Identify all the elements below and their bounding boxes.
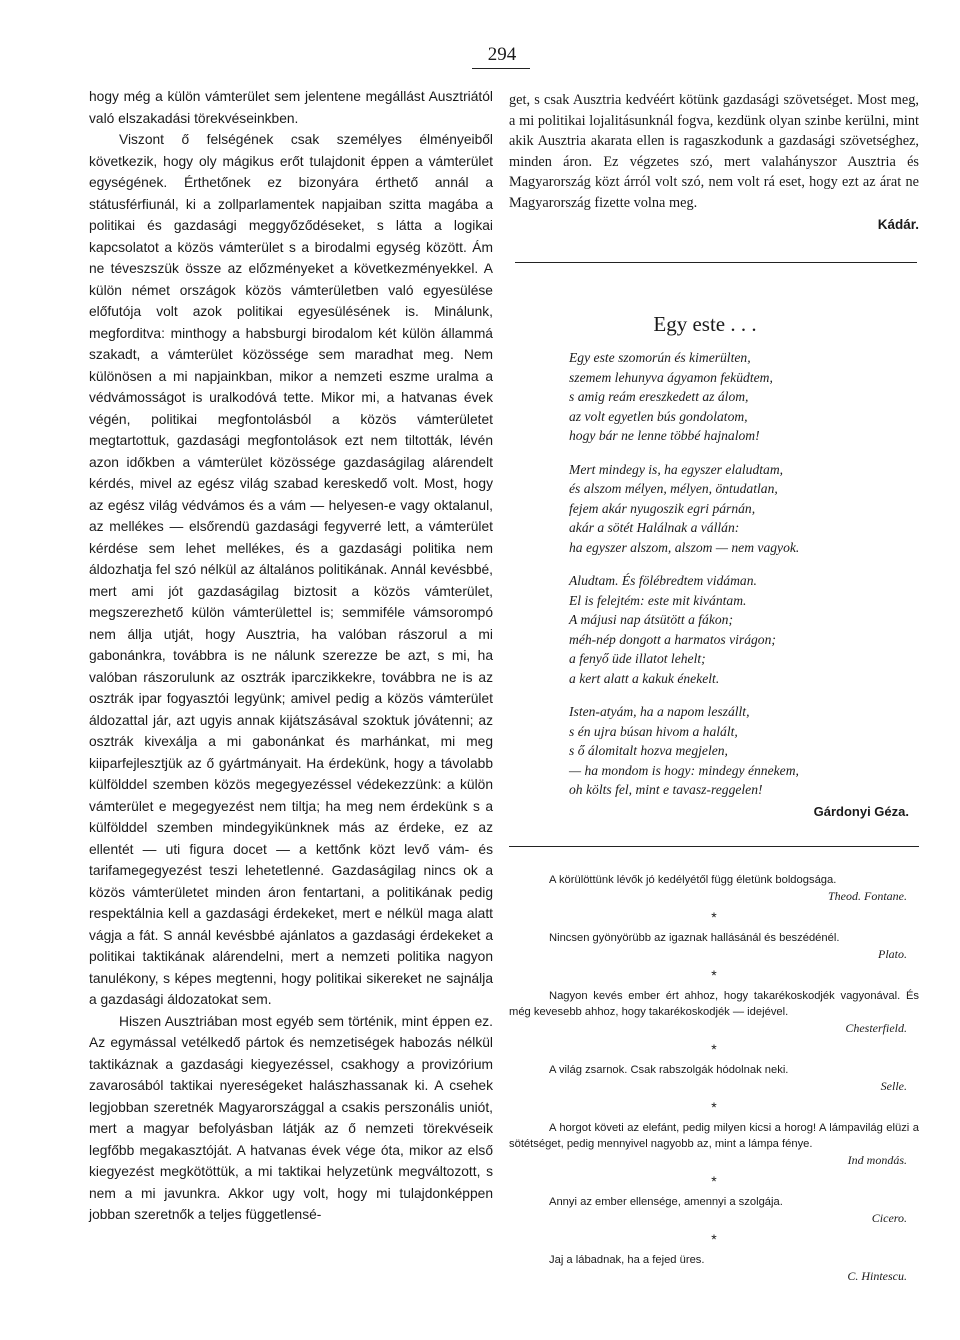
poem-title: Egy este . . . [653, 312, 757, 336]
poem-stanza-2 [569, 460, 909, 558]
poem-line: és alszom mélyen, mélyen, öntudatlan, [569, 481, 778, 496]
quote-author: Chesterfield. [845, 1021, 907, 1035]
left-paragraph-2: Viszont ő felségének csak személyes élményeiből következik, hogy oly mágikus erőt tulajdonit éppen a vámterület egységének. Érthetőnek ez bizonyára érthető annál a státusférfiunál, ki a zollparlamentek napjaiban szitta magába a politikai és gazdasági meggyőződéseket, s látta a logikai kapcsolatot a közös vámterület s a birodalmi egység között. Ám ne téveszszük össze az előzményeket a következményekkel. A külön német országok közös vámterületben való egyesülése előfutója volt azok politikai egyesülésének is. Minálunk, megforditva: minthogy a habsburgi birodalom két külön állammá szakadt, a vámterület közössége sem maradhat meg. Nem különösen a mi napjainkban, mikor a nemzeti eszme uralma a védvámosságot is uralkodóvá tette. Mikor mi, a hatvanas évek végén, politikai megfontolásból a közös vámterületet megtartottuk, gazdasági megfontolások ezt nem tiltották, lévén azon időkben a vámterület közössége gazdaságilag alárendelt kérdés, mivel az egész világ szabad kereskedő volt. Most, hogy az egész világ védvámos és a vám — helyesen-e vagy oktalanul, az mellékes — elsőrendü gazdasági fegyverré lett, a vámterület kérdése sem lehet mellékes, és a gazdasági politika nem áldozhatja fel szó nélkül az általános politikának. Annál kevésbbé, mert ami jót gazdaságilag biztosit a közös vámterület, megszerezhető külön vámterülettel is; semmiféle vámsorompó nem állja utját, hogy Ausztria, ha valóban rászorul a mi gabonánkra, továbbra is ne nálunk szerezze be azt, s mi, ha valóban rászorulunk az osztrák iparczikkekre, továbbra ne is az osztrák ipar fogyasztói legyünk; amivel pedig a közös vámterület áldozattal jár, azt ugyis annak kijátszásával szoktuk jóvátenni; az osztrák kivexálja a mi gabonánkat és marhánkat, mi meg kiiparfejlesztjük az ő gyártmányait. Ha érdekünk, hogy a távolabb külfölddel szemben közös megegyezéssel védekezzünk: a külön vámterület e megegyezést nem tiltja; ha meg nem érdekünk s a külfölddel szemben mindegyikünknek más az érdeke, ez az ellentét — uti figura docet — a kettőnk közt levő vám- és tarifamegegyezést teszi lehetetlenné. Gazdaságilag nincs ok a közös vámterületet minden áron fentartani, a politikának pedig respektálnia kell a gazdasági érdekeket, mert e nélkül maga alatt vágja a fát. S annál kevésbbé ajánlatos a gazdasági érdekeket a politikai taktikának alárendelni, mert a nemzeti politika nagyon tanulékony, s képes megtenni, hogy politikai sikereket ne sajnálja a gazdasági áldozatokat sem. [89, 132, 493, 1007]
asterisk-separator: * [711, 1231, 717, 1247]
article-end-rule [515, 262, 917, 263]
poem-line: méh-nép dongott a harmatos virágon; [569, 631, 776, 647]
poem-line: szemem lehunyva ágyamon feküdtem, [569, 369, 773, 385]
quote [509, 1062, 919, 1094]
poem [569, 348, 909, 835]
quote [509, 872, 919, 904]
poem-line: az volt egyetlen bús gondolatom, [569, 408, 748, 424]
poem-author: Gárdonyi Géza. [813, 803, 909, 819]
poem-line: ha egyszer alszom, alszom — nem vagyok. [569, 539, 800, 555]
poem-line: a fenyő üde illatot lehelt; [569, 651, 706, 666]
poem-line: A májusi nap átsütött a fákon; [569, 612, 734, 627]
quote-author: Theod. Fontane. [828, 889, 907, 903]
poem-line: a kert alatt a kakuk énekelt. [569, 670, 720, 686]
poem-stanza-3 [569, 571, 909, 688]
quote [509, 930, 919, 962]
right-paragraph-1: get, s csak Ausztria kedvéért kötünk gazdasági szövetséget. Most meg, a mi politikai lojalitásunknál fogva, kezdünk olyan szinbe kerülni, mint akik Ausztria akarata ellen is ragaszkodunk a gazdasági szövetséghez, minden áron. Ez végzetes szó, mert valahányszor Ausztria és Magyarország közt árról volt szó, nem volt rá eset, hogy ezt az árat ne Magyarország fizette volna meg. [509, 92, 919, 211]
poem-line: Mert mindegy is, ha egyszer elaludtam, [569, 461, 784, 477]
left-paragraph-3: Hiszen Ausztriában most egyéb sem történik, mint éppen ez. Az egymással vetélkedő pártok és nemzetiségek habozás nélkül taktikáznak a gazdasági kiegyezéssel, csakhogy a provizórium zavarosából taktikai nyereségeket halászhassanak ki. A csehek legjobban szeretnék Magyarországgal a csakis perszonális uniót, mert a magyar befolyásban látják az ő nemzeti törekvéseik legfőbb megakasztóját. A hatvanas évek vége óta, mikor az első kiegyezést megkötöttük, a mi taktikai helyzetünk megváltozott, s nem a mi javunkra. Akkor ugy volt, hogy mi tulajdonképpen jobban szeretnők a teljes függetlensé- [89, 1013, 493, 1222]
quote-author: Ind mondás. [847, 1153, 907, 1167]
poem-stanza-4 [569, 702, 909, 821]
quotes-section [509, 872, 919, 1290]
poem-line: s én ujra búsan hivom a halált, [569, 723, 738, 739]
quote-author: C. Hintescu. [847, 1269, 907, 1283]
page-number-underline [472, 68, 530, 69]
quote-text: A világ zsarnok. Csak rabszolgák hódolnak neki. [549, 1064, 789, 1076]
asterisk-separator: * [711, 967, 717, 983]
left-column [89, 86, 493, 1226]
article-signature: Kádár. [877, 217, 919, 232]
left-paragraph-1: hogy még a külön vámterület sem jelentene megállást Ausztriától való elszakadási törekvéseinkben. [89, 89, 493, 126]
quote [509, 988, 919, 1036]
quote-author: Plato. [878, 947, 907, 961]
poem-line: El is felejtém: este mit kivántam. [569, 592, 747, 608]
quote-text: A horgot követi az elefánt, pedig milyen kicsi a horog! A lámpavilág elüzi a sötétséget, pedig mennyivel nagyobb az, mint a lámpa fénye. [509, 1122, 919, 1150]
poem-stanza-1 [569, 348, 909, 446]
asterisk-separator: * [711, 909, 717, 925]
asterisk-separator: * [711, 1041, 717, 1057]
quote-text: Annyi az ember ellensége, amennyi a szolgája. [549, 1196, 783, 1208]
poem-line: fejem akár nyugoszik egri párnán, [569, 500, 756, 516]
poem-line: Aludtam. És fölébredtem vidáman. [569, 573, 757, 588]
right-column-article-end [509, 90, 919, 236]
quote-text: Jaj a lábadnak, ha a fejed üres. [549, 1254, 705, 1266]
quote-text: Nagyon kevés ember ért ahhoz, hogy takarékoskodjék vagyonával. És még kevesebb ahhoz, hogy takarékoskodjék — idejével. [509, 990, 919, 1018]
poem-line: Egy este szomorún és kimerülten, [569, 350, 751, 365]
quote [509, 1120, 919, 1168]
poem-line: oh költs fel, mint e tavasz-reggelen! [569, 782, 763, 797]
poem-line: s amig reám ereszkedett az álom, [569, 389, 749, 404]
poem-line: Isten-atyám, ha a napom leszállt, [569, 704, 750, 719]
quote-text: Nincsen gyönyörübb az igaznak hallásánál és beszédénél. [549, 932, 840, 944]
quote-author: Cicero. [871, 1211, 907, 1225]
quote-text: A körülöttünk lévők jó kedélyétől függ életünk boldogsága. [549, 874, 837, 886]
asterisk-separator: * [711, 1173, 717, 1189]
quote [509, 1252, 919, 1284]
asterisk-separator: * [711, 1099, 717, 1115]
poem-line: hogy bár ne lenne többé hajnalom! [569, 428, 760, 443]
quote [509, 1194, 919, 1226]
poem-end-rule [509, 846, 919, 847]
poem-line: s ő álomitalt hozva megjelen, [569, 743, 728, 758]
poem-line: — ha mondom is hogy: mindegy énnekem, [569, 762, 799, 778]
poem-line: akár a sötét Halálnak a vállán: [569, 520, 740, 535]
page-number: 294 [487, 44, 517, 65]
quote-author: Selle. [880, 1079, 907, 1093]
